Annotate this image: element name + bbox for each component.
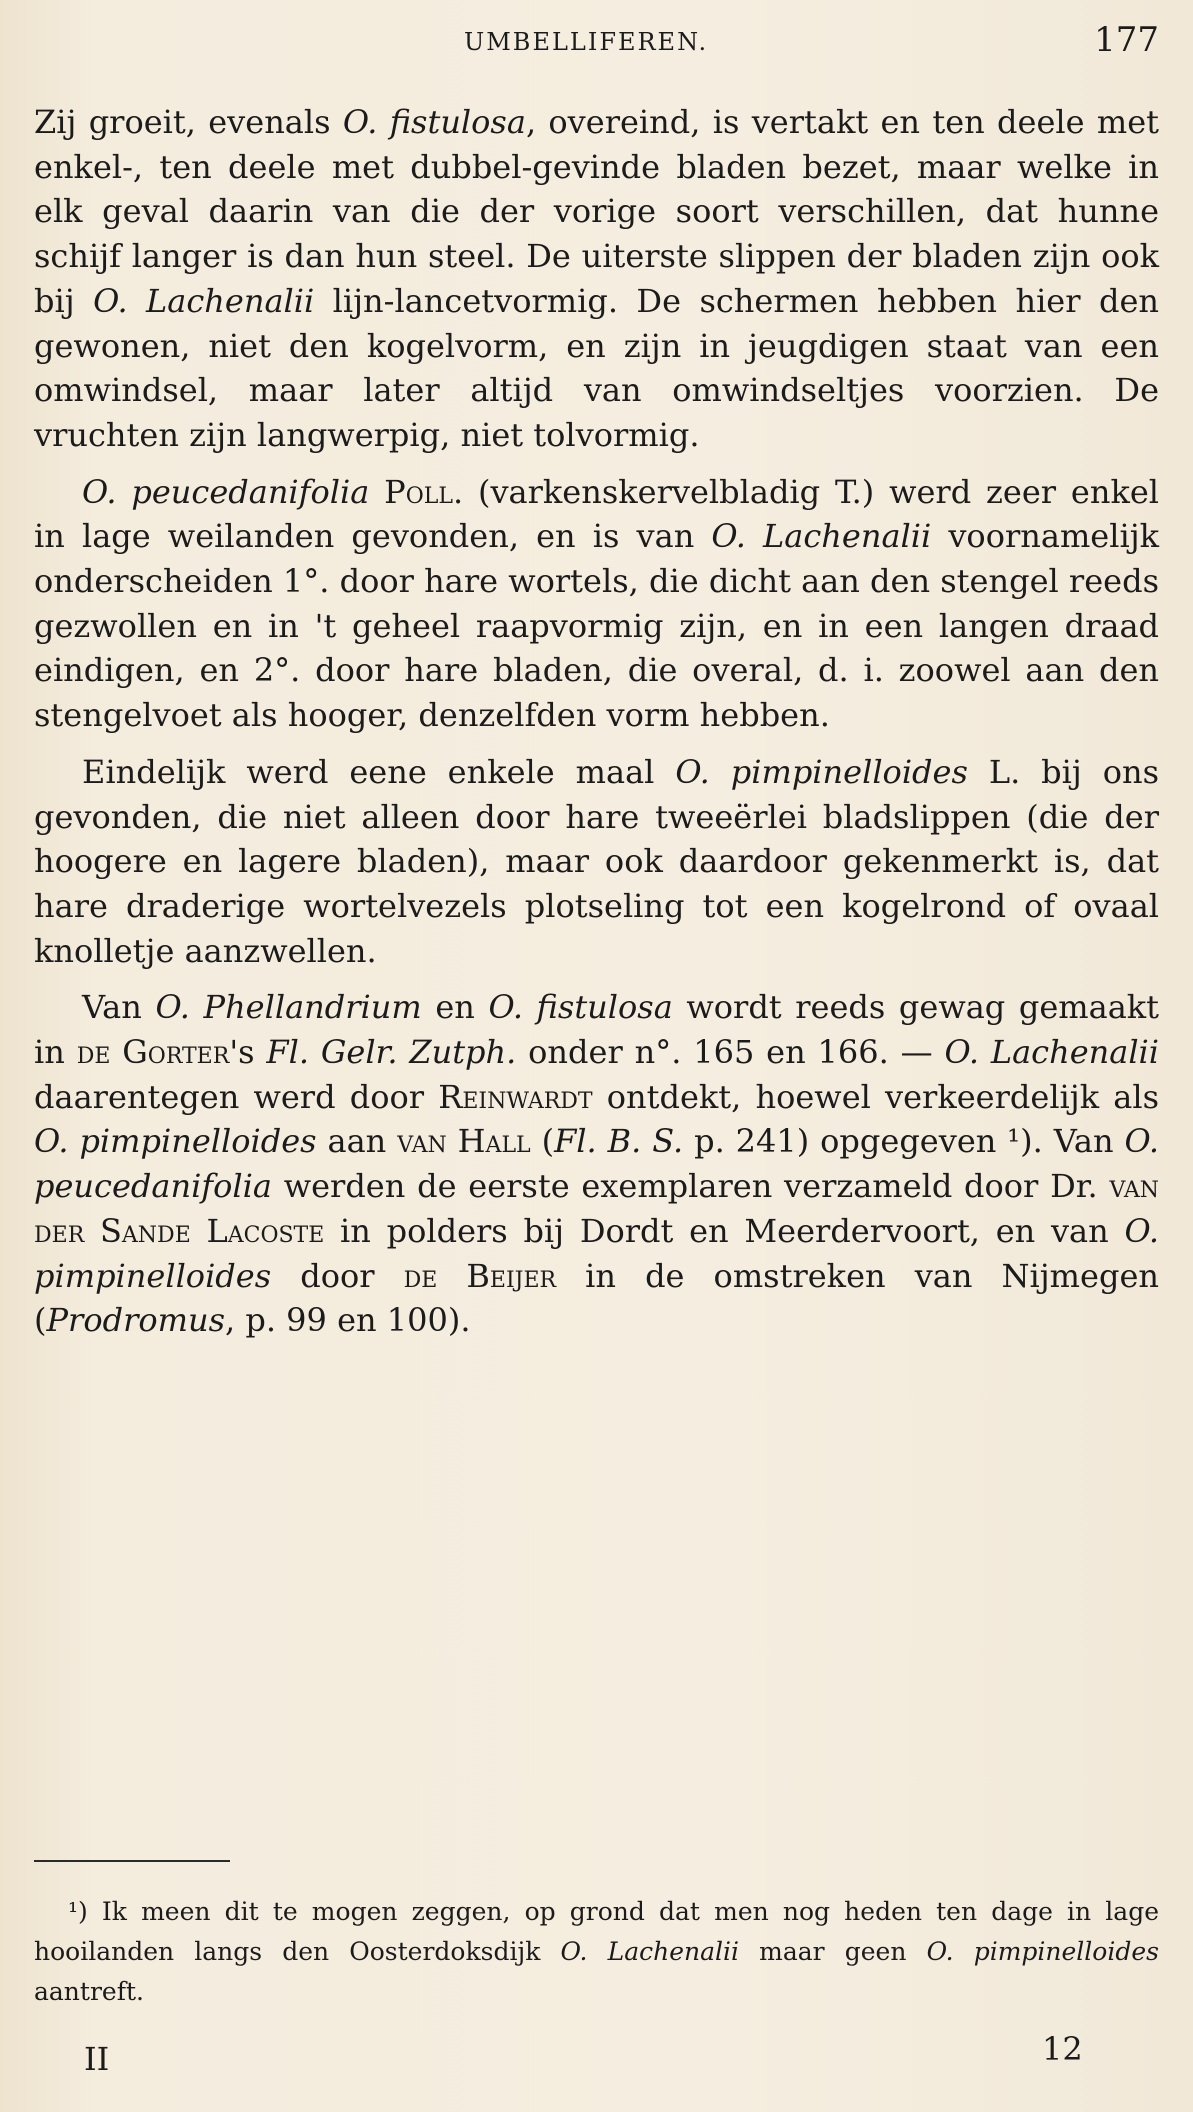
small-caps-text: van der Sande Lacoste (34, 1167, 1159, 1250)
small-caps-text: de Gorter (76, 1033, 230, 1072)
small-caps-text: de Beijer (403, 1256, 557, 1295)
text-run: in polders bij Dordt en Meerdervoort, en van (324, 1211, 1125, 1250)
italic-text: O. Lachenalii (711, 517, 932, 556)
small-caps-text: van Hall (397, 1122, 531, 1161)
text-run: ¹) Ik meen dit te mogen zeggen, op grond dat men nog heden ten dage in lage hooilanden langs den Oosterdoksdijk (34, 1897, 1159, 1966)
paragraph (34, 985, 1159, 1343)
text-run: Zij groeit, evenals (34, 103, 343, 141)
footnotes (34, 1892, 1159, 2012)
text-run: maar geen (739, 1937, 927, 1966)
footnote (34, 1892, 1159, 2012)
footnote-divider (34, 1860, 230, 1862)
italic-text: O. Lachenalii (560, 1937, 740, 1966)
page-footer (34, 2030, 1159, 2078)
italic-text: O. pimpinelloides (926, 1937, 1159, 1966)
text-run: lijn-lancetvormig. De schermen hebben hier den gewonen, niet den kogelvorm, en zijn in jeugdigen staat van een omwindsel, maar later altijd van omwindseltjes voorzien. De vruchten zijn langwerpig, niet tolvormig. (34, 281, 1160, 454)
italic-text: O. Lachenalii (944, 1033, 1160, 1072)
signature-mark: II (84, 2040, 110, 2078)
text-run: , p. 99 en 100). (225, 1301, 471, 1340)
text-run: voornamelijk onderscheiden 1°. door hare wortels, die dicht aan den stengel reeds gezwollen en in 't geheel raapvormig zijn, en in een langen draad eindigen, en 2°. door hare bladen, die overal, d. i. zoowel aan den stengelvoet als hooger, denzelfden vorm hebben. (34, 517, 1159, 735)
italic-text: O. pimpinelloides (34, 1122, 317, 1161)
text-run: ontdekt, hoewel verkeerdelijk als (592, 1077, 1160, 1116)
body-text (34, 100, 1159, 1355)
italic-text: Fl. Gelr. Zutph. (266, 1033, 517, 1072)
page-number: 177 (1094, 20, 1159, 60)
paragraph (34, 100, 1159, 458)
italic-text: O. fistulosa (488, 988, 673, 1027)
text-run: Eindelijk werd eene enkele maal (82, 752, 676, 791)
text-run: werden de eerste exemplaren verzameld door Dr. (271, 1167, 1110, 1206)
italic-text: O. peucedanifolia (82, 472, 370, 511)
running-head: UMBELLIFEREN. (464, 28, 709, 56)
text-run: ( (530, 1122, 555, 1161)
text-run: in de omstreken van Nijmegen ( (34, 1256, 1159, 1340)
text-run: L. bij ons gevonden, die niet alleen door hare tweeërlei bladslippen (die der hoogere en lagere bladen), maar ook daardoor gekenmerkt is, dat hare draderige wortelvezels plotseling tot een kogelrond of ovaal knolletje aanzwellen. (34, 752, 1160, 970)
text-run: Van (82, 988, 156, 1027)
text-run: aantreft. (34, 1977, 144, 2006)
paragraph (34, 470, 1159, 738)
text-run: (varkenskervelbladig T.) werd zeer enkel in lage weilanden gevonden, en is van (34, 472, 1160, 556)
italic-text: O. pimpinelloides (675, 752, 968, 791)
text-run: wordt reeds gewag gemaakt in (34, 988, 1160, 1072)
text-run: aan (316, 1122, 398, 1161)
text-run: p. 241) opgegeven ¹). Van (683, 1122, 1125, 1161)
text-run: door (271, 1256, 404, 1295)
sheet-number: 12 (1042, 2030, 1083, 2068)
italic-text: O. pimpinelloides (34, 1211, 1159, 1295)
small-caps-text: Reinwardt (438, 1077, 593, 1116)
italic-text: O. peucedanifolia (34, 1122, 1160, 1206)
text-run: 's (229, 1033, 267, 1072)
italic-text: Fl. B. S. (554, 1122, 684, 1161)
text-run (369, 473, 384, 511)
italic-text: O. fistulosa (342, 103, 526, 141)
italic-text: O. Lachenalii (93, 281, 315, 320)
page-header (34, 20, 1159, 60)
text-run: , overeind, is vertakt en ten deele met enkel-, ten deele met dubbel-gevinde bladen bezet, maar welke in elk geval daarin van die der vorige soort verschillen, dat hunne schijf langer is dan hun steel. De uiterste slippen der bladen zijn ook bij (34, 103, 1160, 320)
text-run: en (421, 988, 489, 1027)
small-caps-text: Poll. (384, 472, 464, 511)
italic-text: Prodromus (46, 1301, 225, 1340)
text-run: daarentegen werd door (34, 1077, 439, 1116)
text-run: onder n°. 165 en 166. — (516, 1033, 945, 1072)
paragraph (34, 750, 1159, 974)
italic-text: O. Phellandrium (155, 988, 422, 1027)
